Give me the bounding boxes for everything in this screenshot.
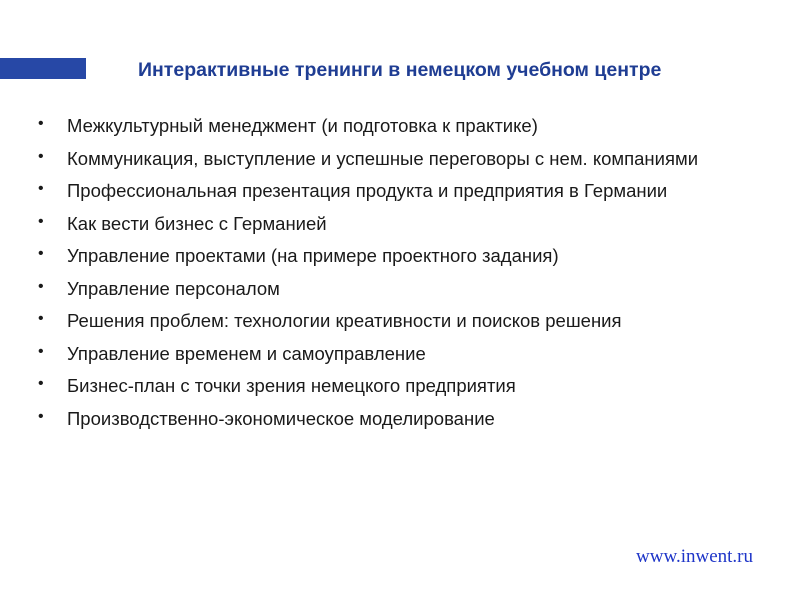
list-item: [38, 115, 778, 136]
list-item-text: Решения проблем: технологии креативности и поисков решения: [67, 310, 622, 331]
bullet-dot-icon: •: [38, 115, 44, 132]
title-accent-bar: [0, 58, 86, 79]
bullet-dot-icon: •: [38, 245, 44, 262]
list-item: [38, 407, 778, 429]
bullet-dot-icon: •: [38, 277, 44, 295]
list-item-text: Межкультурный менеджмент (и подготовка к практике): [67, 115, 538, 136]
bullet-dot-icon: •: [38, 147, 44, 165]
list-item: [38, 342, 778, 364]
list-item: [38, 375, 778, 396]
bullet-dot-icon: •: [38, 342, 44, 360]
list-item-text: Управление проектами (на примере проектного задания): [67, 245, 559, 266]
slide-title: Интерактивные тренинги в немецком учебном центре: [138, 59, 662, 81]
list-item: [38, 245, 778, 266]
list-item-text: Бизнес-план с точки зрения немецкого предприятия: [67, 375, 516, 396]
list-item-text: Профессиональная презентация продукта и предприятия в Германии: [67, 180, 668, 201]
bullet-dot-icon: •: [38, 407, 44, 425]
list-item: [38, 212, 778, 234]
list-item-text: Коммуникация, выступление и успешные переговоры с нем. компаниями: [67, 147, 699, 169]
bullet-list: [38, 117, 778, 442]
bullet-dot-icon: •: [38, 375, 44, 392]
list-item-text: Производственно-экономическое моделирование: [67, 407, 495, 429]
bullet-dot-icon: •: [38, 212, 44, 230]
list-item: [38, 180, 778, 201]
list-item-text: Управление временем и самоуправление: [67, 342, 426, 364]
list-item: [38, 277, 778, 299]
bullet-dot-icon: •: [38, 180, 44, 197]
list-item: [38, 147, 778, 169]
list-item-text: Управление персоналом: [67, 277, 280, 299]
list-item-text: Как вести бизнес с Германией: [67, 212, 327, 234]
bullet-dot-icon: •: [38, 310, 44, 327]
list-item: [38, 310, 778, 331]
website-link[interactable]: www.inwent.ru: [636, 546, 753, 567]
